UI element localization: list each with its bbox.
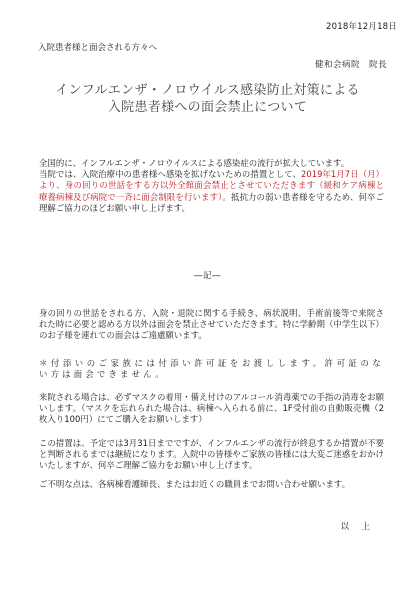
item-permit-note: ＊付添いのご家族には付添い許可証をお渡しします。許可証のない方は面会できません。 (39, 358, 384, 380)
intro-line-2: 当院では、入院治療中の患者様へ感染を拡げないための措置として、 (39, 169, 301, 180)
closing-mark: 以 上 (340, 522, 372, 532)
title-line-1: インフルエンザ・ノロウイルス感染防止対策による (55, 83, 360, 98)
intro-paragraph (39, 158, 384, 214)
intro-line-1: 全国的に、インフルエンザ・ノロウイルスによる感染症の流行が拡大しています。 (39, 158, 350, 168)
intro-emphasis-red: 2019年1月7日（月）より、身の回りの世話をする方以外全館面会禁止とさせていただきます（緩和ケア病棟と療養病棟及び病院で一斉に面会制限を行います）。 (39, 169, 384, 202)
sender-signature: 健和会病院 院長 (314, 60, 387, 70)
item-duration: この措置は、予定では3月31日までですが、インフルエンザの流行が終息するか措置が不要と判断されるまでは継続になります。入院中の皆様やご家族の皆様には大変ご迷惑をおかけいたしますが、何卒ご理解ご協力をお願い申し上げます。 (39, 438, 384, 471)
notice-title (0, 82, 415, 116)
ki-marker: ―記― (193, 271, 221, 281)
notice-date: 2018年12月18日 (326, 22, 397, 32)
item-inquiries: ご不明な点は、各病棟看護師長、またはお近くの職員までお問い合わせ願います。 (39, 479, 351, 489)
item-visitor-restriction: 身の回りの世話をされる方、入院・退院に関する手続き、病状説明、手術前後等で来院された時に必要と認める方以外は面会を禁止させていただきます。特に学齢期（中学生以下）のお子様を連れての面会はご遠慮願います。 (39, 308, 384, 341)
title-line-2: 入院患者様への面会禁止について (107, 100, 308, 115)
item-mask-hygiene: 来院される場合は、必ずマスクの着用・備え付けのアルコール消毒薬での手指の消毒をお願いします。（マスクを忘れられた場合は、病棟へ入られる前に、1F受付前の自動販売機（2枚入り100円）にてご購入をお願いします） (39, 392, 384, 425)
intro-tail: 抵抗力の弱い患者様を守るため、何卒ご理解ご協力のほどお願い申し上げます。 (39, 191, 384, 213)
addressee-line: 入院患者様と面会される方々へ (38, 43, 158, 53)
